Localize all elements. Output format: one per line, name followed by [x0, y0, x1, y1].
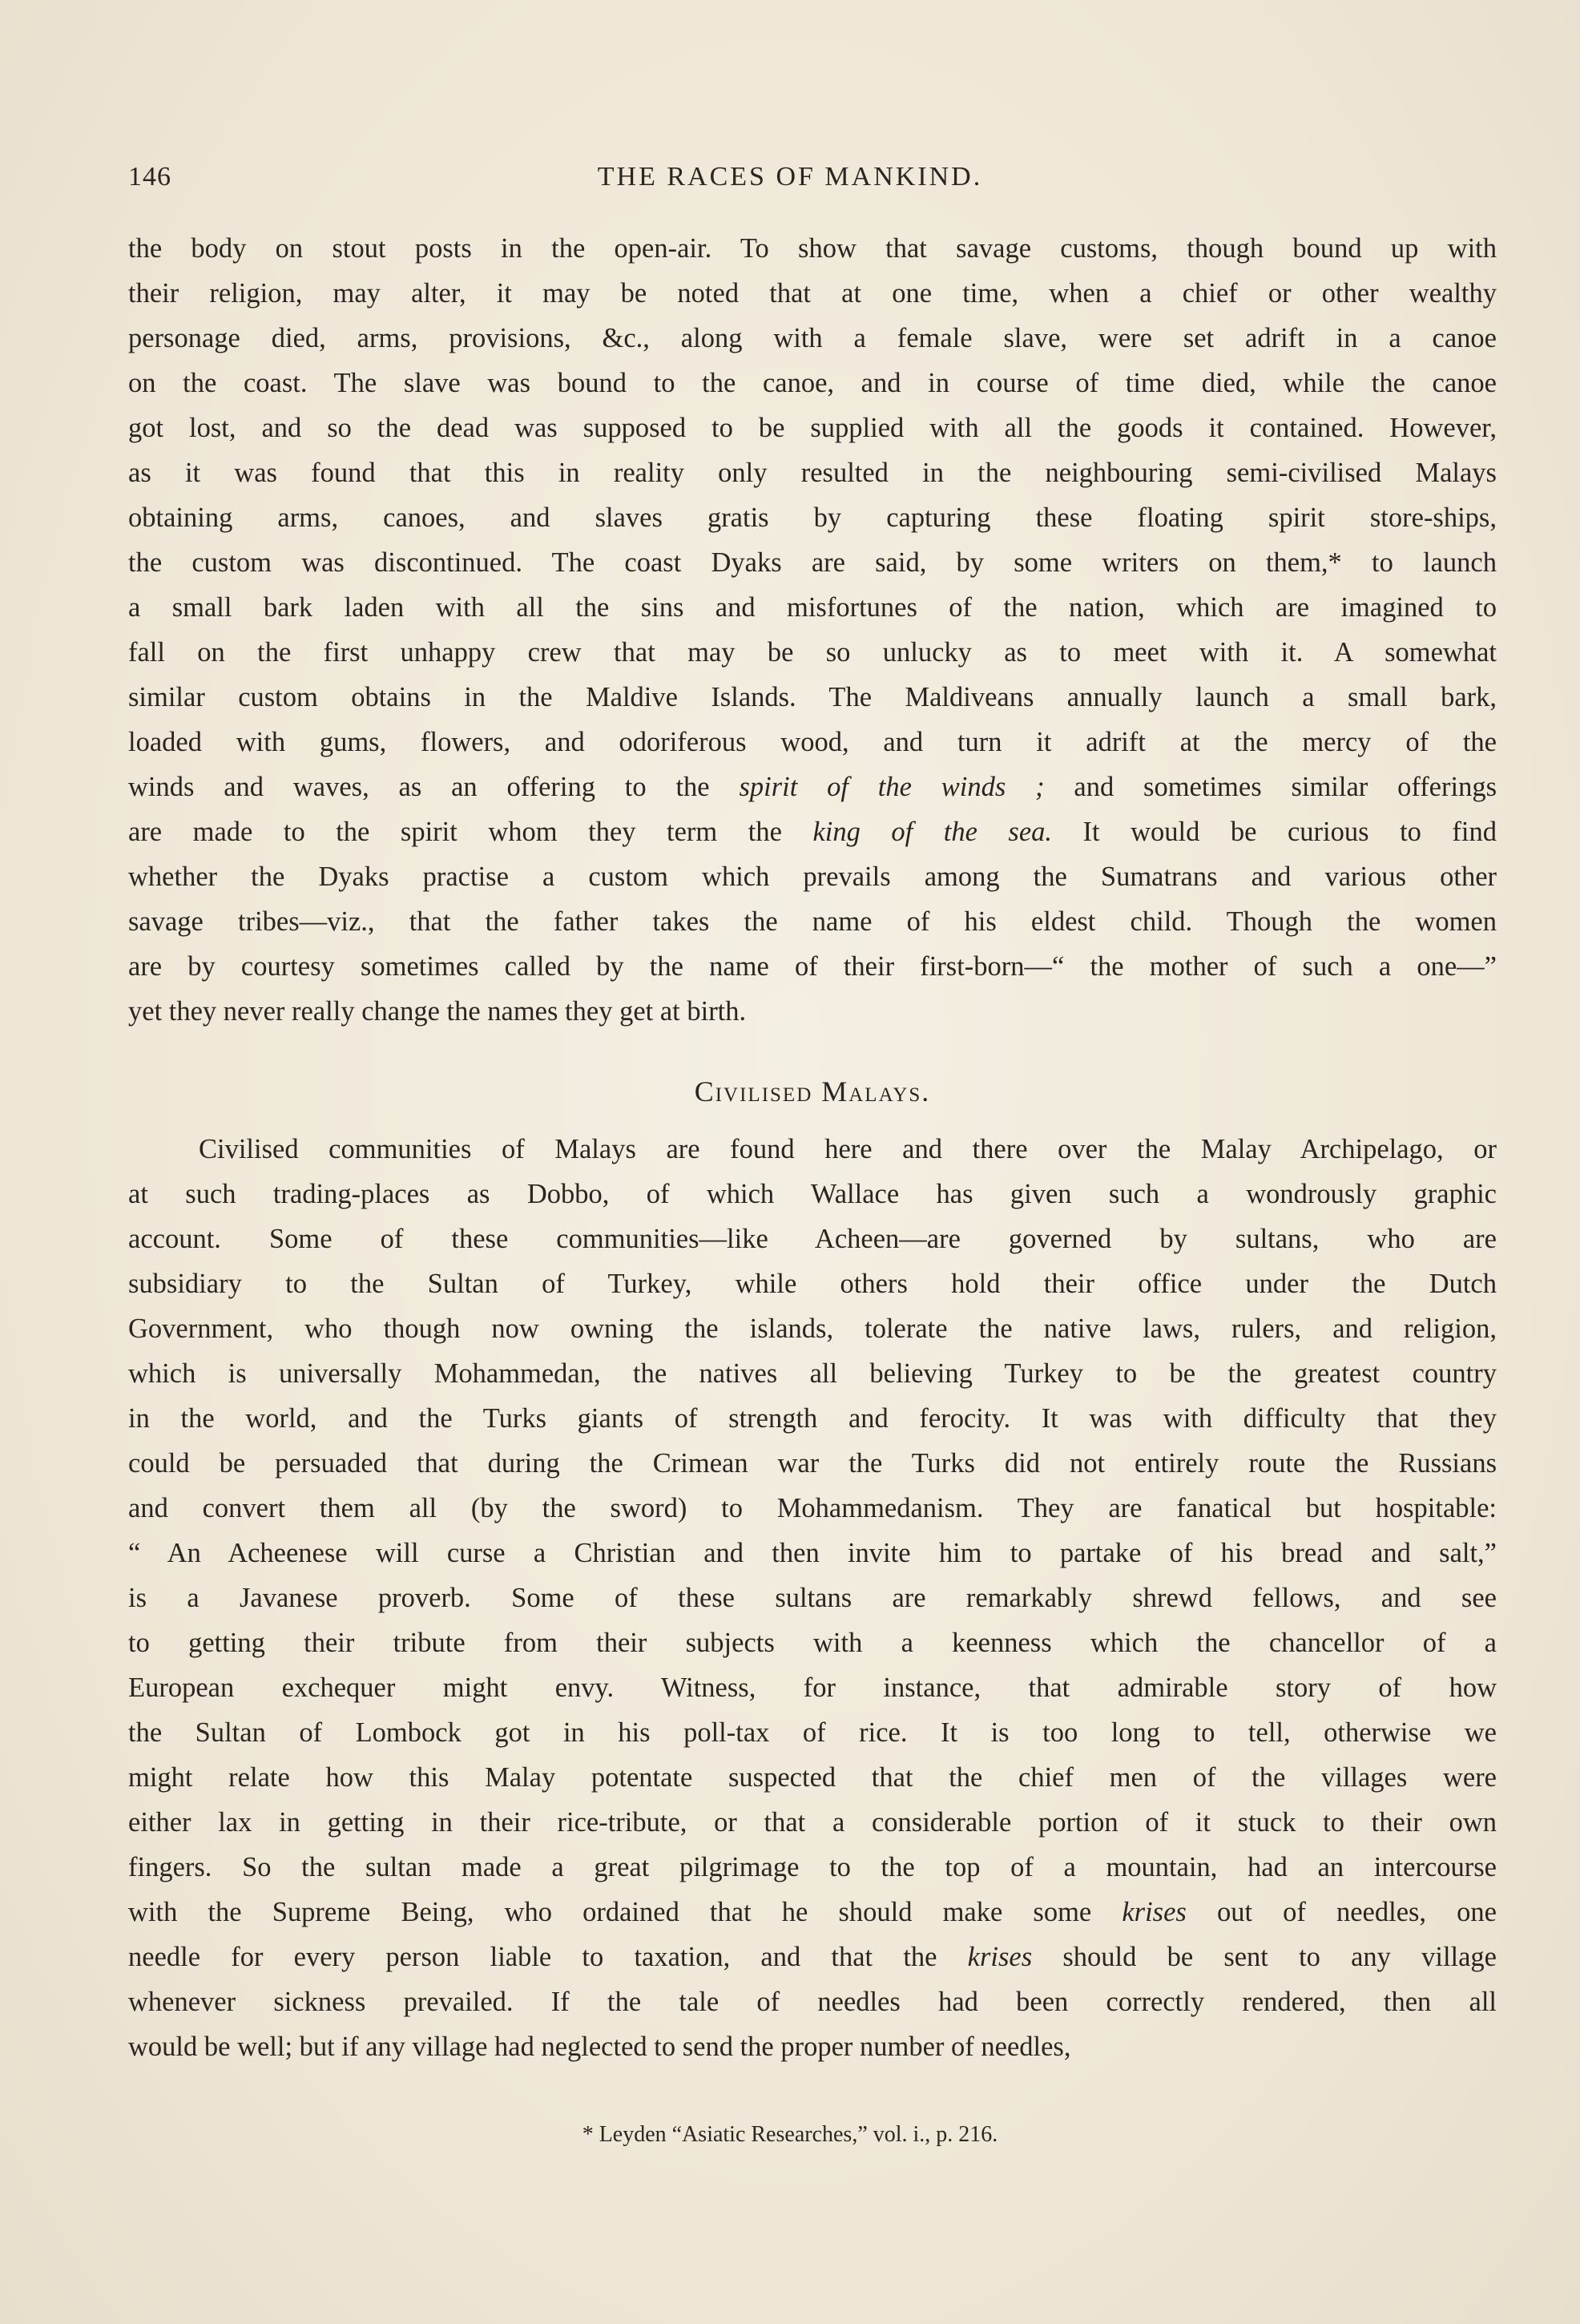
text-line: would be well; but if any village had neglected to send the proper number of needles, [128, 2031, 1071, 2062]
text-segment: with the Supreme Being, who ordained that he should make some [128, 1897, 1123, 1927]
text-line [128, 809, 1497, 854]
text-line: whenever sickness prevailed. If the tale of needles had been correctly rendered, then all [128, 1987, 1497, 2017]
section-heading-text: Civilised Malays. [694, 1075, 931, 1108]
text-line: obtaining arms, canoes, and slaves gratis by capturing these floating spirit store-ships, [128, 502, 1497, 533]
text-line: on the coast. The slave was bound to the canoe, and in course of time died, while the canoe [128, 368, 1497, 398]
text-line: at such trading-places as Dobbo, of which Wallace has given such a wondrously graphic [128, 1179, 1497, 1209]
text-line: in the world, and the Turks giants of strength and ferocity. It was with difficulty that they [128, 1403, 1497, 1434]
paragraph-2 [128, 1127, 1497, 2069]
text-line: got lost, and so the dead was supposed to be supplied with all the goods it contained. However, [128, 413, 1497, 443]
text-line: loaded with gums, flowers, and odoriferous wood, and turn it adrift at the mercy of the [128, 727, 1497, 757]
page-number: 146 [128, 162, 171, 192]
text-segment: should be sent to any village [1032, 1942, 1497, 1972]
running-title: THE RACES OF MANKIND. [597, 162, 983, 192]
text-line: are by courtesy sometimes called by the name of their first-born—“ the mother of such a one—” [128, 951, 1497, 982]
text-segment: out of needles, one [1186, 1897, 1497, 1927]
text-line: fingers. So the sultan made a great pilgrimage to the top of a mountain, had an intercourse [128, 1852, 1497, 1882]
section-heading [128, 1034, 1497, 1127]
page-header [128, 162, 1452, 202]
text-line: their religion, may alter, it may be noted that at one time, when a chief or other wealthy [128, 278, 1497, 309]
text-line: account. Some of these communities—like Acheen—are governed by sultans, who are [128, 1224, 1497, 1254]
text-line: could be persuaded that during the Crimean war the Turks did not entirely route the Russians [128, 1448, 1497, 1479]
text-line [128, 1935, 1497, 1979]
text-line [128, 765, 1497, 809]
text-line: might relate how this Malay potentate suspected that the chief men of the villages were [128, 1762, 1497, 1793]
text-segment: and sometimes similar offerings [1044, 772, 1497, 802]
italic-phrase: krises [1122, 1897, 1187, 1927]
text-line: either lax in getting in their rice-tribute, or that a considerable portion of it stuck to their own [128, 1807, 1497, 1838]
text-line: fall on the first unhappy crew that may be so unlucky as to meet with it. A somewhat [128, 637, 1497, 668]
text-line: “ An Acheenese will curse a Christian and then invite him to partake of his bread and salt,” [128, 1538, 1497, 1568]
text-line: personage died, arms, provisions, &c., along with a female slave, were set adrift in a canoe [128, 323, 1497, 353]
text-line: is a Javanese proverb. Some of these sultans are remarkably shrewd fellows, and see [128, 1583, 1497, 1613]
text-segment: needle for every person liable to taxation, and that the [128, 1942, 968, 1972]
text-line: as it was found that this in reality only resulted in the neighbouring semi-civilised Malays [128, 458, 1497, 488]
paragraph-1 [128, 226, 1497, 1034]
text-segment: are made to the spirit whom they term the [128, 817, 813, 847]
text-line: which is universally Mohammedan, the natives all believing Turkey to be the greatest country [128, 1358, 1497, 1389]
text-line: similar custom obtains in the Maldive Islands. The Maldiveans annually launch a small bark, [128, 682, 1497, 712]
footnote: * Leyden “Asiatic Researches,” vol. i., p. 216. [582, 2122, 998, 2147]
text-segment: winds and waves, as an offering to the [128, 772, 740, 802]
text-line: a small bark laden with all the sins and misfortunes of the nation, which are imagined to [128, 592, 1497, 623]
text-line: yet they never really change the names they get at birth. [128, 996, 747, 1027]
text-line: the custom was discontinued. The coast Dyaks are said, by some writers on them,* to launch [128, 547, 1497, 578]
text-segment: It would be curious to find [1052, 817, 1497, 847]
italic-phrase: king of the sea. [812, 817, 1053, 847]
text-line: the body on stout posts in the open-air. To show that savage customs, though bound up with [128, 233, 1497, 264]
italic-phrase: spirit of the winds ; [739, 772, 1045, 802]
body-text [128, 226, 1497, 2069]
text-line: to getting their tribute from their subjects with a keenness which the chancellor of a [128, 1628, 1497, 1658]
text-line: savage tribes—viz., that the father takes the name of his eldest child. Though the women [128, 906, 1497, 937]
text-line: whether the Dyaks practise a custom which prevails among the Sumatrans and various other [128, 861, 1497, 892]
text-line: and convert them all (by the sword) to Mohammedanism. They are fanatical but hospitable: [128, 1493, 1497, 1523]
text-line: European exchequer might envy. Witness, for instance, that admirable story of how [128, 1672, 1497, 1703]
italic-phrase: krises [967, 1942, 1033, 1972]
text-line: Civilised communities of Malays are found here and there over the Malay Archipelago, or [199, 1134, 1497, 1164]
text-line: Government, who though now owning the islands, tolerate the native laws, rulers, and religion, [128, 1313, 1497, 1344]
text-line [128, 1890, 1497, 1935]
text-line: subsidiary to the Sultan of Turkey, while others hold their office under the Dutch [128, 1269, 1497, 1299]
text-line: the Sultan of Lombock got in his poll-tax of rice. It is too long to tell, otherwise we [128, 1717, 1497, 1748]
